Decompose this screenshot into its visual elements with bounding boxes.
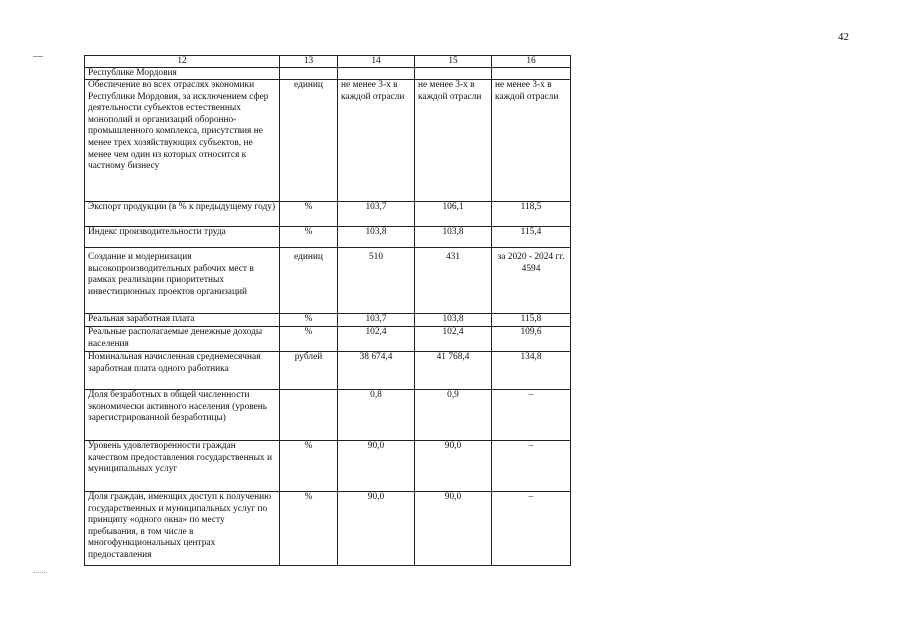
column-header-16: 16	[492, 56, 571, 68]
indicator-name: Реальная заработная плата	[85, 314, 280, 327]
column-header-13: 13	[280, 56, 338, 68]
value-14: 90,0	[338, 492, 415, 566]
unit-cell: рублей	[280, 352, 338, 390]
table-row	[85, 327, 571, 352]
value-16: 115,8	[492, 314, 571, 327]
indicator-name: Индекс производительности труда	[85, 227, 280, 248]
value-15: 102,4	[415, 327, 492, 352]
margin-mark	[33, 572, 47, 573]
value-16: –	[492, 390, 571, 441]
region-row	[85, 68, 571, 80]
margin-mark	[33, 56, 43, 57]
value-15: не менее 3-х в каждой отрасли	[415, 80, 492, 202]
table-row	[85, 248, 571, 314]
unit-cell	[280, 390, 338, 441]
value-15: 431	[415, 248, 492, 314]
table-row	[85, 80, 571, 202]
value-15: 90,0	[415, 492, 492, 566]
value-14: 38 674,4	[338, 352, 415, 390]
column-header-14: 14	[338, 56, 415, 68]
table-header-row	[85, 56, 571, 68]
indicators-table	[84, 55, 571, 566]
value-16: 115,4	[492, 227, 571, 248]
value-14: не менее 3-х в каждой отрасли	[338, 80, 415, 202]
unit-cell: %	[280, 227, 338, 248]
indicator-name: Номинальная начисленная среднемесячная заработная плата одного работника	[85, 352, 280, 390]
page-number: 42	[838, 31, 849, 43]
table-row	[85, 227, 571, 248]
unit-cell: единиц	[280, 80, 338, 202]
unit-cell: %	[280, 314, 338, 327]
indicator-name: Доля граждан, имеющих доступ к получению государственных и муниципальных услуг по принципу «одного окна» по месту пребывания, в том числе в многофункциональных центрах предоставления	[85, 492, 280, 566]
value-16: не менее 3-х в каждой отрасли	[492, 80, 571, 202]
value-15: 103,8	[415, 227, 492, 248]
value-16: 109,6	[492, 327, 571, 352]
table-row	[85, 441, 571, 492]
indicator-name: Обеспечение во всех отраслях экономики Республики Мордовия, за исключением сфер деятельности субъектов естественных монополий и организаций оборонно-промышленного комплекса, присутствия не менее трех хозяйствующих субъектов, не менее чем один из которых относится к частному бизнесу	[85, 80, 280, 202]
value-14: 103,7	[338, 202, 415, 227]
value-16: за 2020 - 2024 гг. 4594	[492, 248, 571, 314]
indicator-name: Экспорт продукции (в % к предыдущему году)	[85, 202, 280, 227]
unit-cell: %	[280, 492, 338, 566]
unit-cell: %	[280, 202, 338, 227]
value-14: 103,8	[338, 227, 415, 248]
indicator-name: Доля безработных в общей численности экономически активного населения (уровень зарегистрированной безработицы)	[85, 390, 280, 441]
indicator-name: Уровень удовлетворенности граждан качеством предоставления государственных и муниципальных услуг	[85, 441, 280, 492]
value-15: 90,0	[415, 441, 492, 492]
value-15: 106,1	[415, 202, 492, 227]
value-16: 134,8	[492, 352, 571, 390]
table-row	[85, 352, 571, 390]
unit-cell: %	[280, 327, 338, 352]
value-16: –	[492, 492, 571, 566]
column-header-12: 12	[85, 56, 280, 68]
value-15: 103,8	[415, 314, 492, 327]
table-row	[85, 390, 571, 441]
value-14: 103,7	[338, 314, 415, 327]
value-15: 0,9	[415, 390, 492, 441]
value-16: 118,5	[492, 202, 571, 227]
value-14: 0,8	[338, 390, 415, 441]
table-row	[85, 314, 571, 327]
region-label: Республике Мордовия	[85, 68, 280, 80]
value-16: –	[492, 441, 571, 492]
value-15: 41 768,4	[415, 352, 492, 390]
column-header-15: 15	[415, 56, 492, 68]
table-row	[85, 202, 571, 227]
table-row	[85, 492, 571, 566]
indicator-name: Создание и модернизация высокопроизводительных рабочих мест в рамках реализации приоритетных инвестиционных проектов организаций	[85, 248, 280, 314]
indicator-name: Реальные располагаемые денежные доходы населения	[85, 327, 280, 352]
value-14: 510	[338, 248, 415, 314]
value-14: 102,4	[338, 327, 415, 352]
unit-cell: %	[280, 441, 338, 492]
unit-cell: единиц	[280, 248, 338, 314]
value-14: 90,0	[338, 441, 415, 492]
